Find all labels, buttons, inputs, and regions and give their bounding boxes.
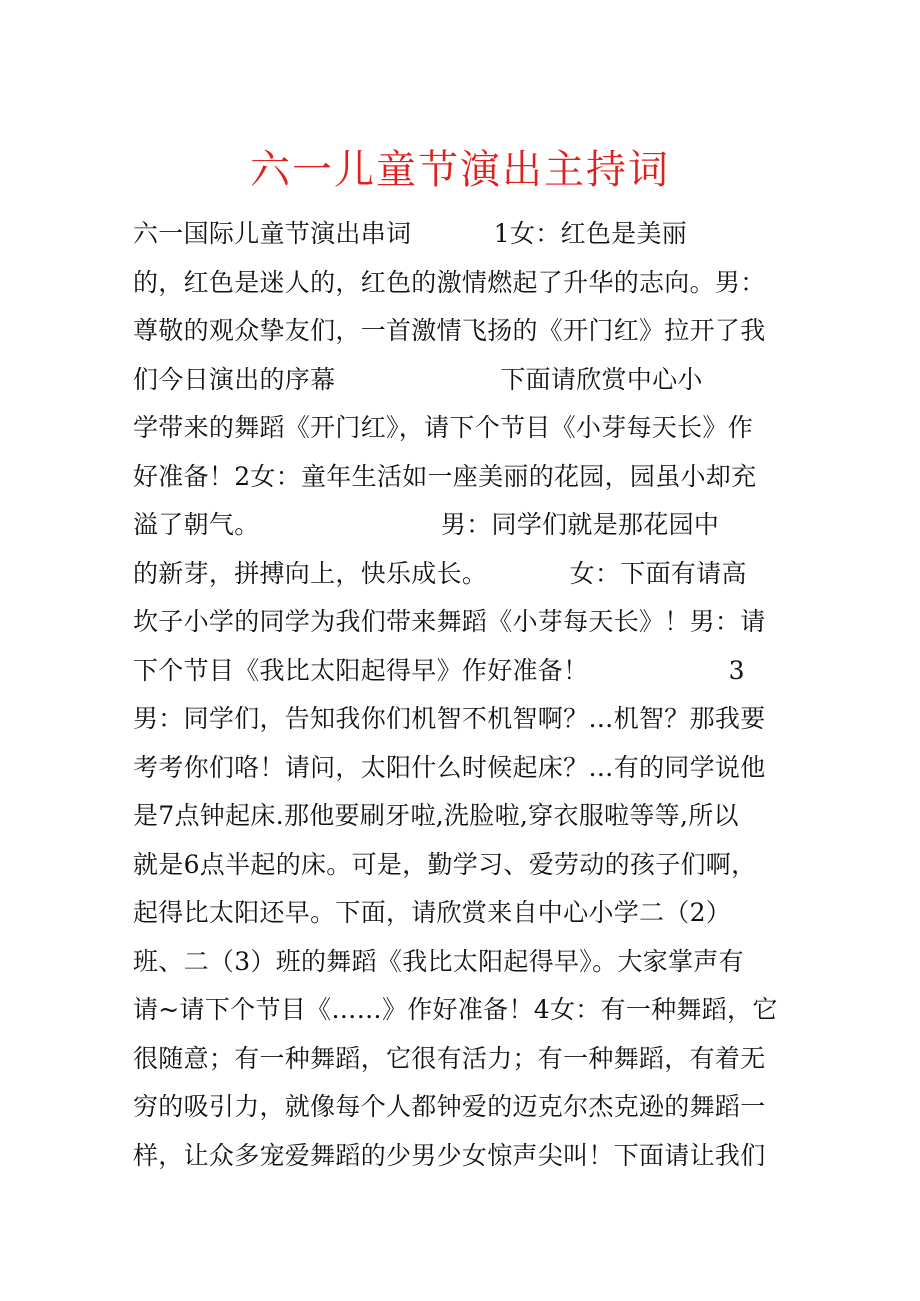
body-line: 考考你们咯！请问，太阳什么时候起床？…有的同学说他	[133, 752, 766, 782]
body-line: 的新芽，拼搏向上，快乐成长。 女：下面有请高	[133, 558, 747, 588]
body-line: 男：同学们，告知我你们机智不机智啊？…机智？那我要	[133, 704, 766, 733]
body-line: 下个节目《我比太阳起得早》作好准备！ 3	[133, 655, 745, 685]
body-line: 六一国际儿童节演出串词 1女：红色是美丽	[133, 219, 688, 248]
body-line: 尊敬的观众挚友们，一首激情飞扬的《开门红》拉开了我	[133, 316, 766, 345]
body-line: 起得比太阳还早。下面，请欣赏来自中心小学二（2）	[133, 898, 732, 927]
body-line: 学带来的舞蹈《开门红》，请下个节目《小芽每天长》作	[133, 413, 754, 442]
body-line: 们今日演出的序幕 下面请欣赏中心小	[133, 364, 703, 394]
body-line: 班、二（3）班的舞蹈《我比太阳起得早》。大家掌声有	[133, 946, 744, 976]
body-line: 的，红色是迷人的，红色的激情燃起了升华的志向。男：	[133, 267, 766, 297]
body-line: 穷的吸引力，就像每个人都钟爱的迈克尔杰克逊的舞蹈一	[133, 1092, 766, 1121]
body-line: 很随意；有一种舞蹈，它很有活力；有一种舞蹈，有着无	[133, 1043, 766, 1073]
body-line: 样，让众多宠爱舞蹈的少男少女惊声尖叫！下面请让我们	[133, 1140, 766, 1170]
body-line: 好准备！2女：童年生活如一座美丽的花园，园虽小却充	[133, 461, 757, 491]
body-line: 就是6点半起的床。可是，勤学习、爱劳动的孩子们啊，	[133, 849, 757, 879]
document-title: 六一儿童节演出主持词	[250, 147, 670, 193]
body-line: 坎子小学的同学为我们带来舞蹈《小芽每天长》！男：请	[133, 607, 766, 636]
body-line: 请~请下个节目《……》作好准备！4女：有一种舞蹈，它	[133, 995, 778, 1024]
body-line: 溢了朝气。 男：同学们就是那花园中	[133, 510, 720, 539]
body-line: 是7点钟起床.那他要刷牙啦,洗脸啦,穿衣服啦等等,所以	[133, 801, 739, 830]
document-body	[133, 210, 793, 1180]
